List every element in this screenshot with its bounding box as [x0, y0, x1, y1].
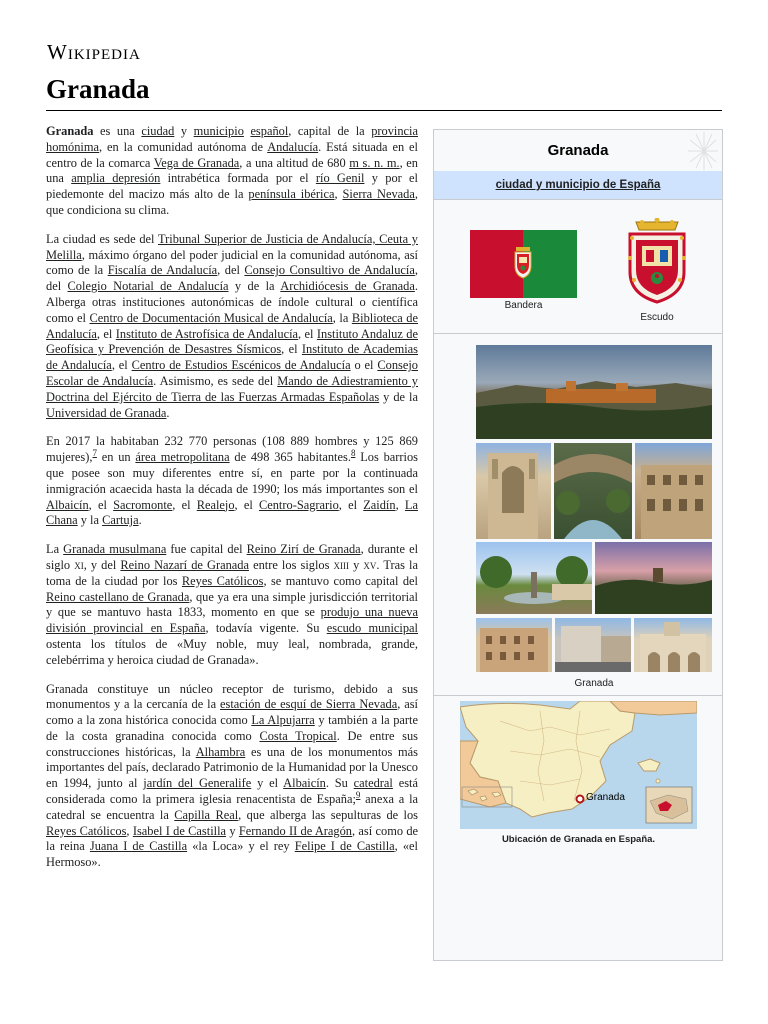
text: , que ya era una simple jurisdicción territorial y que se mantuvo hasta 1833, momento en que se — [46, 589, 418, 620]
century-xv: xv — [363, 557, 377, 572]
text: en un — [96, 450, 136, 465]
wikipedia-wordmark[interactable]: Wikipedia — [47, 40, 141, 64]
link-catedral[interactable]: catedral — [353, 776, 393, 791]
century-xiii: xiii — [333, 557, 350, 572]
text: , todavía vigente. Su — [205, 621, 327, 636]
text: , durante el siglo — [46, 542, 419, 572]
text: , el — [338, 497, 364, 512]
link-reino-castellano[interactable]: Reino castellano de Granada — [46, 589, 190, 604]
text: , se mantuvo como capital del — [263, 573, 418, 588]
link-ciudad[interactable]: ciudad — [141, 124, 175, 138]
link-reyes-catolicos-2[interactable]: Reyes Católicos — [46, 823, 127, 838]
paragraph-intro — [46, 124, 418, 219]
street-photo[interactable] — [555, 618, 631, 672]
link-municipio[interactable]: municipio — [193, 124, 244, 138]
text: y también a la parte de la costa granadina conocida como — [46, 713, 418, 743]
link-sierra-nevada[interactable]: Sierra Nevada — [342, 187, 415, 202]
text: , — [334, 187, 343, 202]
link-cartuja[interactable]: Cartuja — [102, 513, 139, 528]
text: La — [46, 542, 64, 557]
bridge-photo[interactable] — [554, 443, 632, 539]
link-consejo-escolar[interactable]: Consejo Escolar de Andalucía — [46, 358, 418, 388]
link-escenicos[interactable]: Centro de Estudios Escénicos de Andalucía — [131, 358, 351, 373]
link-albaicin[interactable]: Albaicín — [46, 497, 89, 512]
text: y por el piedemonte del macizo más alto de la — [46, 171, 418, 202]
text: y — [174, 124, 194, 138]
monastery-illustration — [634, 618, 712, 672]
link-sacromonte[interactable]: Sacromonte — [113, 497, 173, 512]
text: , el — [172, 497, 197, 512]
alhambra-panorama-photo[interactable] — [476, 345, 712, 439]
coa-caption: Escudo — [640, 312, 674, 323]
text: Granada constituye un núcleo receptor de turismo, debido a sus monumentos y a la cercanía de la — [46, 681, 418, 712]
decorative-burst-icon — [674, 132, 718, 170]
monastery-photo[interactable] — [634, 618, 712, 672]
link-universidad[interactable]: Universidad de Granada — [46, 405, 167, 420]
link-espanol[interactable]: español — [250, 124, 289, 138]
text: . De entre sus construcciones históricas, la — [46, 728, 418, 759]
link-colegio-notarial[interactable]: Colegio Notarial de Andalucía — [67, 279, 229, 294]
text: , así como a la zona histórica conocida como — [46, 697, 418, 728]
cathedral-photo[interactable] — [476, 443, 551, 539]
text: ostenta los títulos de «Muy noble, muy leal, nombrada, grande, celebérrima y heroica ciudad de Granada». — [46, 636, 418, 667]
link-tribunal[interactable]: Tribunal Superior de Justicia de Andalucía, Ceuta y Melilla — [46, 231, 418, 262]
link-provincia[interactable]: provincia homónima — [46, 124, 418, 154]
text: de 498 365 habitantes. — [229, 450, 351, 465]
link-andalucia[interactable]: Andalucía — [267, 139, 319, 154]
gallery-caption: Granada — [574, 678, 614, 689]
text: está considerada como la primera iglesia renacentista de España; — [46, 776, 418, 807]
text: , máximo órgano del poder judicial en la comunidad autónoma, así como de la — [46, 247, 418, 278]
map-label-granada: Granada — [586, 792, 625, 803]
title-divider — [46, 110, 722, 111]
infobox-divider — [434, 695, 722, 696]
link-mando[interactable]: Mando de Adiestramiento y Doctrina del Ejército de Tierra de las Fuerzas Armadas Españolas — [46, 373, 418, 404]
infobox-subtitle-link[interactable]: ciudad y municipio de España — [495, 179, 661, 191]
text: y — [349, 557, 364, 572]
link-capilla-real[interactable]: Capilla Real — [174, 807, 239, 822]
link-granada-musulmana[interactable]: Granada musulmana — [63, 542, 167, 557]
text: , el — [281, 342, 302, 357]
text: fue capital del — [166, 542, 247, 557]
reference-8[interactable]: 8 — [350, 448, 356, 459]
link-vega[interactable]: Vega de Granada — [153, 155, 240, 170]
text: y — [226, 823, 239, 838]
text: es una — [93, 124, 142, 138]
text: . Su — [325, 776, 354, 791]
text: o el — [350, 358, 378, 373]
text: , en la comunidad autónoma de — [99, 139, 268, 154]
cathedral-illustration — [476, 443, 551, 539]
link-estacion-esqui[interactable]: estación de esquí de Sierra Nevada — [220, 697, 398, 712]
link-astrofisica[interactable]: Instituto de Astrofísica de Andalucía — [115, 326, 299, 341]
link-reino-nazari[interactable]: Reino Nazarí de Granada — [120, 557, 249, 572]
flag-of-granada[interactable] — [470, 230, 577, 298]
text: anexa a la catedral se encuentra la — [46, 792, 419, 822]
fountain-illustration — [476, 542, 592, 614]
link-realejo[interactable]: Realejo — [196, 497, 235, 512]
link-fernando[interactable]: Fernando II de Aragón — [238, 823, 353, 838]
infobox-subtitle — [434, 171, 722, 199]
alhambra-illustration — [476, 345, 712, 439]
link-centro-documentacion[interactable]: Centro de Documentación Musical de Andalucía — [89, 310, 333, 325]
link-costa-tropical[interactable]: Costa Tropical — [259, 728, 337, 743]
text: , que alberga las sepulturas de los — [238, 807, 419, 822]
link-geofisica[interactable]: Instituto Andaluz de Geofísica y Prevención de Desastres Sísmicos — [46, 326, 418, 357]
lead-term: Granada — [46, 124, 94, 138]
text: . — [166, 405, 170, 420]
coat-of-arms-of-granada[interactable] — [624, 218, 690, 310]
link-generalife[interactable]: jardín del Generalife — [143, 776, 252, 791]
text: . Tras la toma de la ciudad por los — [46, 557, 418, 588]
text: , «el Hermoso». — [46, 839, 419, 870]
sunset-illustration — [595, 542, 712, 614]
text: , el — [96, 326, 116, 341]
flag-caption: Bandera — [504, 300, 543, 311]
fountain-photo[interactable] — [476, 542, 592, 614]
link-albaicin-2[interactable]: Albaicín — [283, 776, 326, 791]
link-depresion[interactable]: amplia depresión — [71, 171, 161, 186]
link-area-metropolitana[interactable]: área metropolitana — [135, 450, 230, 465]
building-photo[interactable] — [476, 618, 552, 672]
text: , que condiciona su clima. — [46, 187, 418, 217]
text: entre los siglos — [248, 557, 334, 572]
link-alhambra[interactable]: Alhambra — [195, 744, 246, 759]
link-centro-sagrario[interactable]: Centro-Sagrario — [258, 497, 339, 512]
infobox-title: Granada — [435, 131, 721, 170]
infobox — [433, 129, 723, 961]
link-juana[interactable]: Juana I de Castilla — [89, 839, 188, 854]
text: «la Loca» y el rey — [187, 839, 295, 854]
text: . Asimismo, es sede del — [153, 373, 278, 388]
text: Los barrios que posee son muy diferentes entre sí, en parte por la continuada inmigración acaecida hasta la década de 1990; los más importantes son el — [46, 450, 418, 496]
street-illustration — [555, 618, 631, 672]
text: , el — [88, 497, 114, 512]
reference-7[interactable]: 7 — [92, 448, 97, 459]
paragraph-institutions — [46, 232, 418, 422]
link-peninsula[interactable]: península ibérica — [248, 187, 335, 202]
link-consejo-consultivo[interactable]: Consejo Consultivo de Andalucía — [244, 263, 415, 278]
text: , — [126, 823, 133, 838]
text: y de la — [379, 389, 418, 404]
text: , el — [234, 497, 259, 512]
text: , — [395, 497, 405, 512]
text: La ciudad es sede del — [46, 231, 158, 246]
text: , del — [46, 263, 418, 294]
paragraph-tourism — [46, 682, 418, 872]
infobox-divider — [434, 199, 722, 200]
text: . Alberga otras instituciones autonómicas de índole cultural o científica como el — [46, 279, 418, 325]
palace-illustration — [635, 443, 712, 539]
text: , así como de la reina — [46, 823, 419, 854]
link-reino-ziri[interactable]: Reino Zirí de Granada — [246, 542, 361, 557]
article-body — [46, 124, 418, 884]
text: , el — [298, 326, 317, 341]
map-caption: Ubicación de Granada en España. — [501, 834, 656, 845]
link-la-chana[interactable]: La Chana — [46, 497, 418, 528]
infobox-divider — [434, 333, 722, 334]
link-archidiocesis[interactable]: Archidiócesis de Granada — [280, 279, 415, 294]
text: , la — [332, 310, 352, 325]
text: . Está situada en el centro de la comarca — [46, 139, 419, 170]
text: , el — [111, 358, 132, 373]
link-biblioteca[interactable]: Biblioteca de Andalucía — [46, 310, 418, 341]
link-reyes-catolicos[interactable]: Reyes Católicos — [181, 573, 264, 588]
link-fiscalia[interactable]: Fiscalía de Andalucía — [107, 263, 218, 278]
text: intrabética formada por el — [160, 171, 316, 186]
page-title: Granada — [46, 74, 150, 104]
link-isabel[interactable]: Isabel I de Castilla — [132, 823, 227, 838]
paragraph-population — [46, 434, 418, 529]
text: , del — [217, 263, 245, 278]
paragraph-history — [46, 542, 418, 668]
link-escudo-municipal[interactable]: escudo municipal — [326, 621, 418, 636]
text: y la — [77, 513, 103, 528]
text: es una de los monumentos más importantes del país, declarado Patrimonio de la Humanidad por la Unesco en 1994, junto al — [46, 744, 418, 791]
reference-9[interactable]: 9 — [355, 789, 361, 800]
palace-photo[interactable] — [635, 443, 712, 539]
century-xi: xi — [74, 557, 84, 572]
link-zaidin[interactable]: Zaidín — [363, 497, 396, 512]
location-map-spain[interactable] — [460, 701, 697, 829]
bridge-illustration — [554, 443, 632, 539]
text: , capital de la — [288, 124, 372, 138]
link-alpujarra[interactable]: La Alpujarra — [251, 713, 315, 728]
link-academias[interactable]: Instituto de Academias de Andalucía — [46, 342, 418, 373]
building-illustration — [476, 618, 552, 672]
text: , a una altitud de 680 — [239, 155, 350, 170]
text: , en una — [46, 155, 419, 186]
link-genil[interactable]: río Genil — [315, 171, 365, 186]
text: y el — [251, 776, 284, 791]
text: . — [138, 513, 142, 528]
text: y de la — [228, 279, 281, 294]
sunset-view-photo[interactable] — [595, 542, 712, 614]
text: En 2017 la habitaban 232 770 personas (108 889 hombres y 125 869 mujeres), — [46, 434, 418, 465]
link-division-provincial[interactable]: produjo una nueva división provincial en España — [46, 605, 419, 636]
text: , y del — [83, 557, 121, 572]
link-msnm[interactable]: m s. n. m. — [349, 155, 400, 170]
link-felipe[interactable]: Felipe I de Castilla — [294, 839, 395, 854]
